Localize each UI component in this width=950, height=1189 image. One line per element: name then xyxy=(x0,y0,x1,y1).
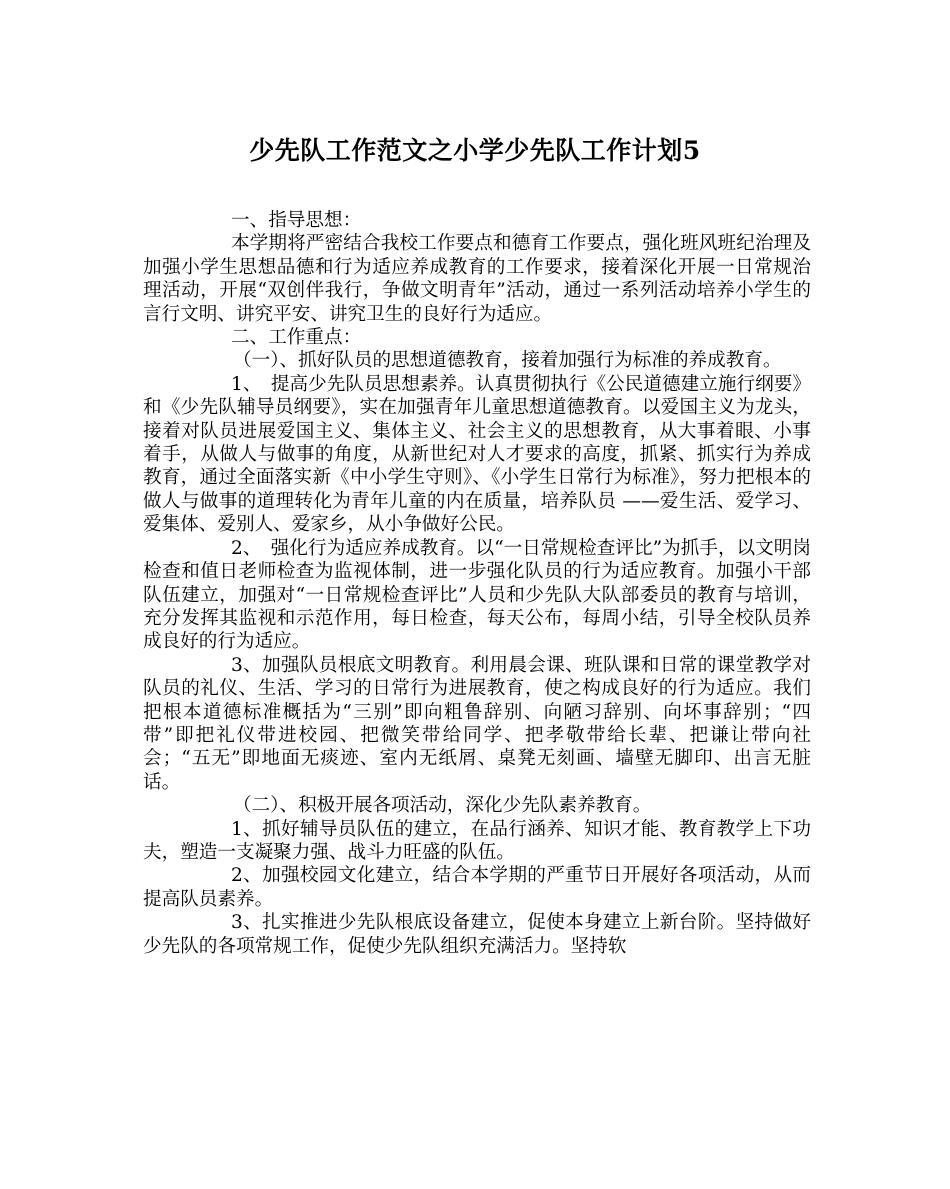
paragraph-activity-1: 1、抓好辅导员队伍的建立，在品行涵养、知识才能、教育教学上下功夫，塑造一支凝聚力强、战斗力旺盛的队伍。 xyxy=(143,818,811,863)
document-title: 少先队工作范文之小学少先队工作计划5 xyxy=(249,136,701,165)
paragraph-item-2: 2、 强化行为适应养成教育。以“一日常规检查评比”为抓手，以文明岗检查和值日老师检查为监视体制，进一步强化队员的行为适应教育。加强小干部队伍建立，加强对“一日常规检查评比”人员和少先队大队部委员的教育与培训，充分发挥其监视和示范作用，每日检查，每天公布，每周小结，引导全校队员养成良好的行为适应。 xyxy=(143,537,811,653)
section-heading-work-focus: 二、工作重点： xyxy=(231,327,362,349)
paragraph-activity-3: 3、扎实推进少先队根底设备建立，促使本身建立上新台阶。坚持做好少先队的各项常规工作，促使少先队组织充满活力。坚持软 xyxy=(143,912,811,957)
section-heading-guiding-thought: 一、指导思想： xyxy=(231,210,362,231)
paragraph-item-3: 3、加强队员根底文明教育。利用晨会课、班队课和日常的课堂教学对队员的礼仪、生活、学习的日常行为进展教育，使之构成良好的行为适应。我们把根本道德标准概括为“三别”即向粗鲁辞别、向陋习辞别、向坏事辞别；“四带”即把礼仪带进校园、把微笑带给同学、把孝敬带给长辈、把谦让带向社会；“五无”即地面无痰迹、室内无纸屑、桌凳无刻画、墙壁无脚印、出言无脏话。 xyxy=(143,654,811,793)
paragraph-activity-2: 2、加强校园文化建立，结合本学期的严重节日开展好各项活动，从而提高队员素养。 xyxy=(143,865,811,910)
subsection-heading-moral-education: （一）、抓好队员的思想道德教育，接着加强行为标准的养成教育。 xyxy=(233,350,782,372)
paragraph-item-1: 1、 提高少先队员思想素养。认真贯彻执行《公民道德建立施行纲要》和《少先队辅导员纲要》，实在加强青年儿童思想道德教育。以爱国主义为龙头，接着对队员进展爱国主义、集体主义、社会主义的思想教育，从大事着眼、小事着手，从做人与做事的角度，从新世纪对人才要求的高度，抓紧、抓实行为养成教育，通过全面落实新《中小学生守则》、《小学生日常行为标准》，努力把根本的做人与做事的道理转化为青年儿童的内在质量，培养队员 ——爱生活、爱学习、爱集体、爱别人、爱家乡，从小争做好公民。 xyxy=(143,373,811,536)
paragraph-guiding-thought: 本学期将严密结合我校工作要点和德育工作要点，强化班风班纪治理及加强小学生思想品德和行为适应养成教育的工作要求，接着深化开展一日常规治理活动，开展“双创伴我行，争做文明青年”活动，通过一系列活动培养小学生的言行文明、讲究平安、讲究卫生的良好行为适应。 xyxy=(143,233,811,325)
subsection-heading-activities: （二）、积极开展各项活动，深化少先队素养教育。 xyxy=(233,795,652,817)
document-body xyxy=(143,209,811,958)
